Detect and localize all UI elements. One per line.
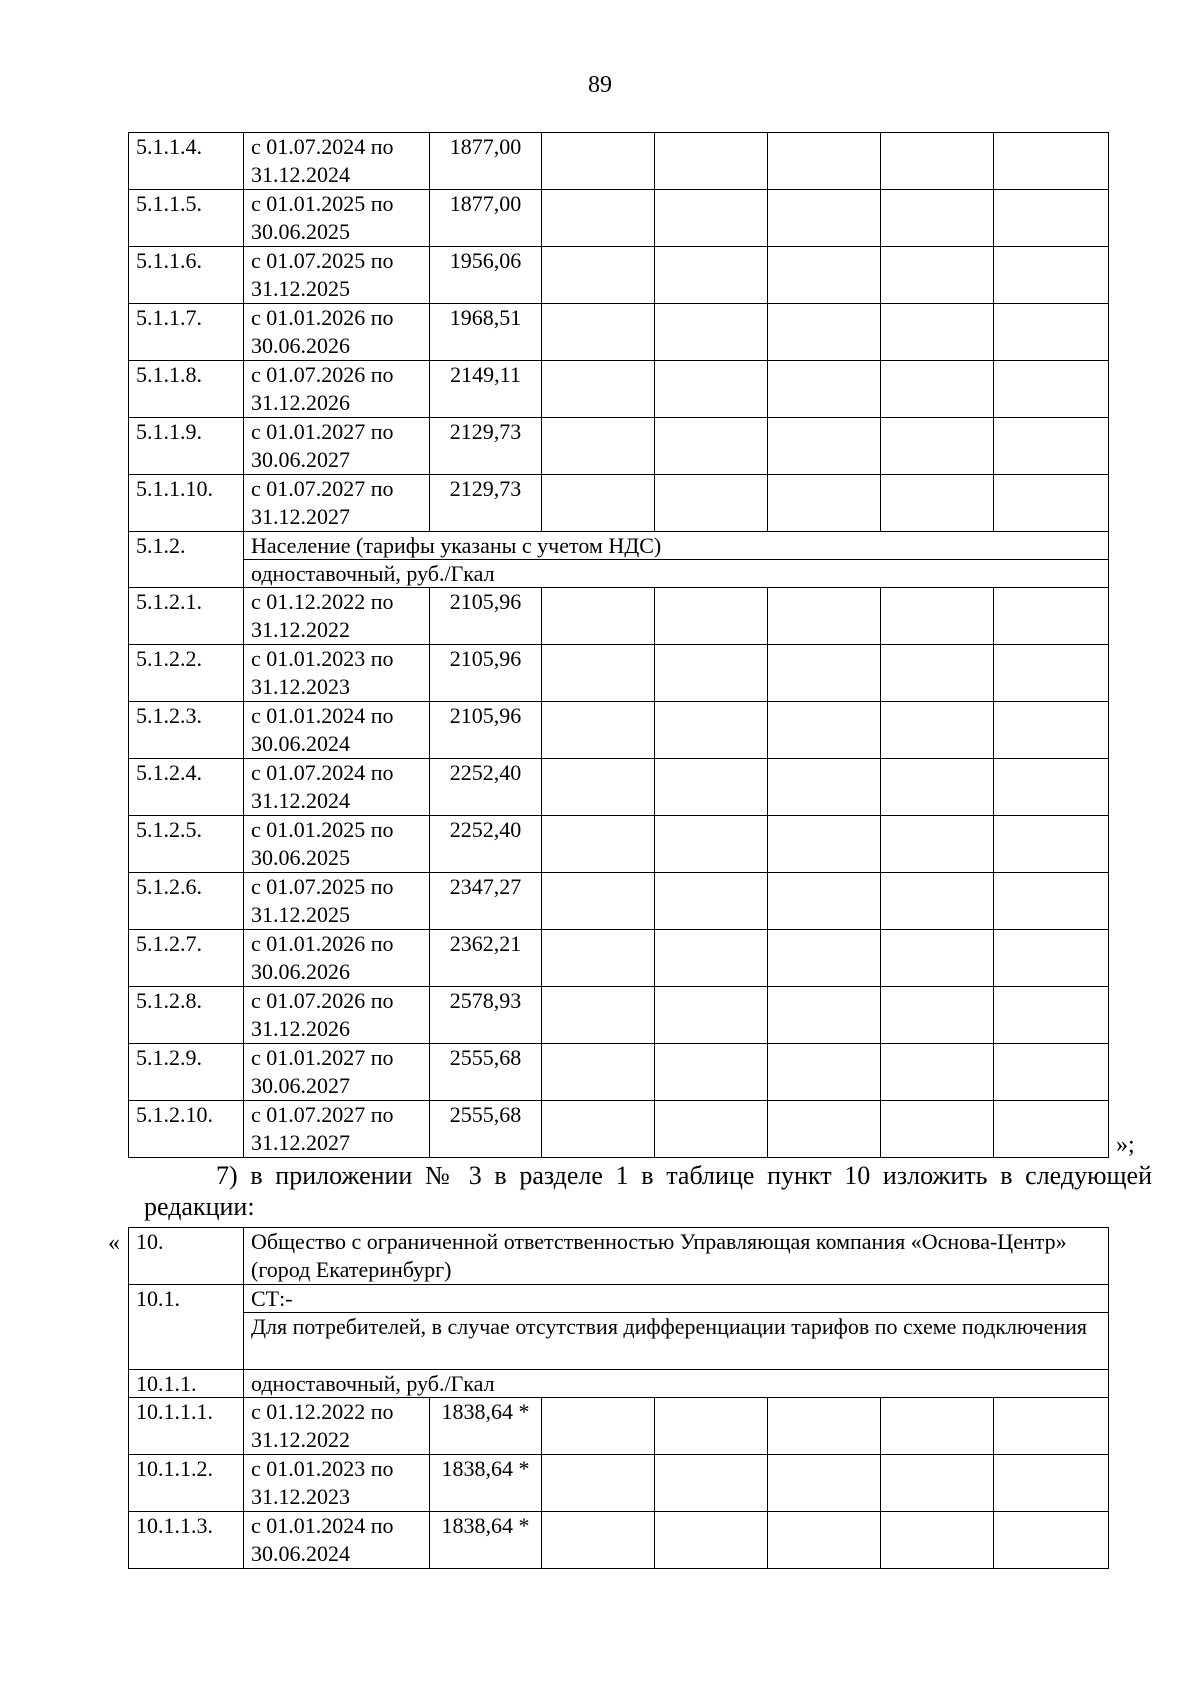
empty-cell <box>768 190 881 247</box>
empty-cell <box>881 418 994 475</box>
row-tariff-value: 1838,64 * <box>430 1398 542 1455</box>
empty-cell <box>994 418 1109 475</box>
section-subtitle-row <box>129 560 1109 588</box>
empty-cell <box>768 1044 881 1101</box>
empty-cell <box>881 361 994 418</box>
empty-cell <box>994 816 1109 873</box>
empty-cell <box>881 702 994 759</box>
table-row <box>129 1044 1109 1101</box>
empty-cell <box>655 304 768 361</box>
empty-cell <box>655 1044 768 1101</box>
empty-cell <box>655 361 768 418</box>
empty-cell <box>994 1398 1109 1455</box>
row-number: 5.1.2.2. <box>129 645 244 702</box>
empty-cell <box>655 133 768 190</box>
empty-cell <box>881 1455 994 1512</box>
empty-cell <box>881 1044 994 1101</box>
empty-cell <box>655 645 768 702</box>
empty-cell <box>542 930 655 987</box>
empty-cell <box>542 645 655 702</box>
table-row <box>129 816 1109 873</box>
row-tariff-value: 2362,21 <box>430 930 542 987</box>
empty-cell <box>768 987 881 1044</box>
table-section-5-1-2 <box>129 532 1109 588</box>
row-number: 10.1.1.2. <box>129 1455 244 1512</box>
empty-cell <box>768 247 881 304</box>
row-number: 5.1.1.8. <box>129 361 244 418</box>
organization-name: Общество с ограниченной ответственностью Управляющая компания «Основа-Центр» (город Екатеринбург) <box>244 1228 1109 1285</box>
empty-cell <box>655 588 768 645</box>
row-tariff-value: 2149,11 <box>430 361 542 418</box>
empty-cell <box>655 930 768 987</box>
empty-cell <box>655 1398 768 1455</box>
empty-cell <box>542 475 655 532</box>
table-row <box>129 475 1109 532</box>
empty-cell <box>768 930 881 987</box>
row-tariff-value: 2555,68 <box>430 1044 542 1101</box>
subsection-description: Для потребителей, в случае отсутствия дифференциации тарифов по схеме подключения <box>244 1313 1109 1370</box>
empty-cell <box>542 759 655 816</box>
empty-cell <box>881 475 994 532</box>
empty-cell <box>655 247 768 304</box>
subsection-description-row <box>129 1313 1109 1370</box>
empty-cell <box>655 816 768 873</box>
row-period: с 01.07.2027 по 31.12.2027 <box>244 475 430 532</box>
empty-cell <box>768 1512 881 1569</box>
row-tariff-value: 2555,68 <box>430 1101 542 1158</box>
empty-cell <box>542 702 655 759</box>
table-row <box>129 190 1109 247</box>
empty-cell <box>768 361 881 418</box>
table-row <box>129 930 1109 987</box>
row-number: 5.1.2.8. <box>129 987 244 1044</box>
empty-cell <box>881 1398 994 1455</box>
empty-cell <box>994 1101 1109 1158</box>
row-period: с 01.12.2022 по 31.12.2022 <box>244 588 430 645</box>
row-tariff-value: 2129,73 <box>430 418 542 475</box>
section-row <box>129 532 1109 560</box>
empty-cell <box>655 418 768 475</box>
empty-cell <box>655 1512 768 1569</box>
row-period: с 01.07.2026 по 31.12.2026 <box>244 361 430 418</box>
table-body-5-1-2 <box>129 588 1109 1158</box>
row-period: с 01.01.2024 по 30.06.2024 <box>244 1512 430 1569</box>
row-period: с 01.01.2027 по 30.06.2027 <box>244 1044 430 1101</box>
row-number: 5.1.1.5. <box>129 190 244 247</box>
empty-cell <box>542 987 655 1044</box>
empty-cell <box>994 588 1109 645</box>
row-period: с 01.07.2026 по 31.12.2026 <box>244 987 430 1044</box>
row-number: 5.1.2.5. <box>129 816 244 873</box>
empty-cell <box>655 190 768 247</box>
table-row <box>129 361 1109 418</box>
row-tariff-value: 1956,06 <box>430 247 542 304</box>
row-period: с 01.07.2027 по 31.12.2027 <box>244 1101 430 1158</box>
empty-cell <box>994 1044 1109 1101</box>
closing-quote: »; <box>1116 1132 1135 1158</box>
empty-cell <box>768 645 881 702</box>
table-row <box>129 759 1109 816</box>
table-row <box>129 1512 1109 1569</box>
section-number: 5.1.2. <box>129 532 244 588</box>
empty-cell <box>994 190 1109 247</box>
empty-cell <box>881 588 994 645</box>
section-title: Население (тарифы указаны с учетом НДС) <box>244 532 1109 560</box>
row-tariff-value: 2252,40 <box>430 816 542 873</box>
row-tariff-value: 1838,64 * <box>430 1512 542 1569</box>
amendment-instruction: 7) в приложении № 3 в разделе 1 в таблице пункт 10 изложить в следующей редакции: <box>144 1161 1152 1221</box>
empty-cell <box>768 475 881 532</box>
row-period: с 01.07.2025 по 31.12.2025 <box>244 247 430 304</box>
empty-cell <box>542 418 655 475</box>
subsection-row <box>129 1285 1109 1313</box>
empty-cell <box>768 1455 881 1512</box>
row-number: 5.1.2.6. <box>129 873 244 930</box>
row-tariff-value: 1877,00 <box>430 133 542 190</box>
empty-cell <box>768 1398 881 1455</box>
row-period: с 01.01.2023 по 31.12.2023 <box>244 1455 430 1512</box>
empty-cell <box>542 190 655 247</box>
empty-cell <box>881 816 994 873</box>
table-body-10-1-1 <box>129 1398 1109 1569</box>
empty-cell <box>768 873 881 930</box>
empty-cell <box>655 702 768 759</box>
row-number: 5.1.1.10. <box>129 475 244 532</box>
row-tariff-value: 1968,51 <box>430 304 542 361</box>
table-row <box>129 247 1109 304</box>
row-number: 5.1.1.9. <box>129 418 244 475</box>
empty-cell <box>994 247 1109 304</box>
row-period: с 01.07.2025 по 31.12.2025 <box>244 873 430 930</box>
empty-cell <box>994 1512 1109 1569</box>
row-period: с 01.01.2023 по 31.12.2023 <box>244 645 430 702</box>
empty-cell <box>881 247 994 304</box>
empty-cell <box>542 1512 655 1569</box>
empty-cell <box>881 645 994 702</box>
row-tariff-value: 2129,73 <box>430 475 542 532</box>
table-body-5-1-1 <box>129 133 1109 532</box>
empty-cell <box>768 304 881 361</box>
empty-cell <box>768 133 881 190</box>
empty-cell <box>655 873 768 930</box>
empty-cell <box>542 133 655 190</box>
row-period: с 01.01.2026 по 30.06.2026 <box>244 304 430 361</box>
row-tariff-value: 2578,93 <box>430 987 542 1044</box>
empty-cell <box>655 759 768 816</box>
empty-cell <box>542 1101 655 1158</box>
empty-cell <box>542 1455 655 1512</box>
row-number: 5.1.2.3. <box>129 702 244 759</box>
empty-cell <box>768 759 881 816</box>
empty-cell <box>542 1044 655 1101</box>
row-number: 5.1.1.4. <box>129 133 244 190</box>
row-tariff-value: 2347,27 <box>430 873 542 930</box>
row-tariff-value: 1877,00 <box>430 190 542 247</box>
empty-cell <box>994 873 1109 930</box>
empty-cell <box>768 702 881 759</box>
organization-row <box>129 1228 1109 1285</box>
empty-cell <box>881 759 994 816</box>
row-period: с 01.12.2022 по 31.12.2022 <box>244 1398 430 1455</box>
row-period: с 01.01.2025 по 30.06.2025 <box>244 190 430 247</box>
table-row <box>129 1101 1109 1158</box>
empty-cell <box>994 304 1109 361</box>
empty-cell <box>655 1455 768 1512</box>
empty-cell <box>542 1398 655 1455</box>
empty-cell <box>994 361 1109 418</box>
empty-cell <box>542 816 655 873</box>
row-number: 5.1.2.9. <box>129 1044 244 1101</box>
organization-number: 10. <box>129 1228 244 1285</box>
empty-cell <box>881 987 994 1044</box>
tariff-table-continuation <box>128 132 1109 1158</box>
empty-cell <box>542 588 655 645</box>
empty-cell <box>655 1101 768 1158</box>
section-subtitle: одноставочный, руб./Гкал <box>244 560 1109 588</box>
rate-type-number: 10.1.1. <box>129 1370 244 1398</box>
empty-cell <box>881 930 994 987</box>
empty-cell <box>881 873 994 930</box>
table-row <box>129 987 1109 1044</box>
row-number: 10.1.1.3. <box>129 1512 244 1569</box>
empty-cell <box>655 475 768 532</box>
empty-cell <box>994 987 1109 1044</box>
empty-cell <box>994 133 1109 190</box>
row-number: 5.1.2.4. <box>129 759 244 816</box>
row-number: 5.1.2.7. <box>129 930 244 987</box>
table-row <box>129 133 1109 190</box>
row-period: с 01.01.2024 по 30.06.2024 <box>244 702 430 759</box>
rate-type-row <box>129 1370 1109 1398</box>
table-header-item-10 <box>129 1228 1109 1398</box>
table-row <box>129 1398 1109 1455</box>
table-row <box>129 873 1109 930</box>
row-period: с 01.01.2026 по 30.06.2026 <box>244 930 430 987</box>
empty-cell <box>994 475 1109 532</box>
row-number: 5.1.1.6. <box>129 247 244 304</box>
row-period: с 01.07.2024 по 31.12.2024 <box>244 759 430 816</box>
empty-cell <box>542 304 655 361</box>
empty-cell <box>768 588 881 645</box>
row-period: с 01.01.2025 по 30.06.2025 <box>244 816 430 873</box>
row-tariff-value: 1838,64 * <box>430 1455 542 1512</box>
table-row <box>129 645 1109 702</box>
row-tariff-value: 2105,96 <box>430 588 542 645</box>
row-number: 10.1.1.1. <box>129 1398 244 1455</box>
row-tariff-value: 2105,96 <box>430 645 542 702</box>
table-row <box>129 702 1109 759</box>
table-row <box>129 1455 1109 1512</box>
empty-cell <box>881 133 994 190</box>
empty-cell <box>994 759 1109 816</box>
empty-cell <box>881 1512 994 1569</box>
empty-cell <box>655 987 768 1044</box>
row-tariff-value: 2105,96 <box>430 702 542 759</box>
row-tariff-value: 2252,40 <box>430 759 542 816</box>
empty-cell <box>768 418 881 475</box>
rate-type-label: одноставочный, руб./Гкал <box>244 1370 1109 1398</box>
table-row <box>129 588 1109 645</box>
row-number: 5.1.1.7. <box>129 304 244 361</box>
row-number: 5.1.2.10. <box>129 1101 244 1158</box>
opening-quote: « <box>108 1230 120 1256</box>
table-row <box>129 304 1109 361</box>
empty-cell <box>881 190 994 247</box>
tariff-table-item-10 <box>128 1227 1109 1569</box>
empty-cell <box>994 930 1109 987</box>
empty-cell <box>768 1101 881 1158</box>
empty-cell <box>881 304 994 361</box>
subsection-number: 10.1. <box>129 1285 244 1370</box>
empty-cell <box>542 247 655 304</box>
empty-cell <box>542 873 655 930</box>
empty-cell <box>768 816 881 873</box>
page-number: 89 <box>588 72 612 98</box>
empty-cell <box>542 361 655 418</box>
empty-cell <box>994 645 1109 702</box>
subsection-label: СТ:- <box>244 1285 1109 1313</box>
empty-cell <box>994 702 1109 759</box>
row-period: с 01.07.2024 по 31.12.2024 <box>244 133 430 190</box>
row-period: с 01.01.2027 по 30.06.2027 <box>244 418 430 475</box>
empty-cell <box>994 1455 1109 1512</box>
empty-cell <box>881 1101 994 1158</box>
table-row <box>129 418 1109 475</box>
row-number: 5.1.2.1. <box>129 588 244 645</box>
